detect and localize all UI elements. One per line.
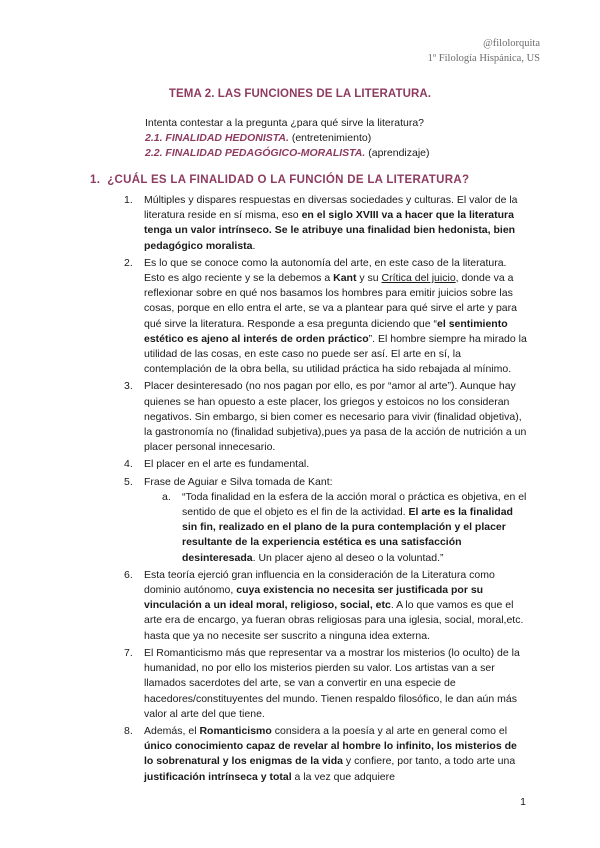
- list-item: 6. Esta teoría ejerció gran influencia en la consideración de la Literatura como dominio autónomo, cuya existencia no necesita ser justificada por su vinculación a un ideal moral, religioso, social, etc. A lo que vamos es que el arte era de encargo, ya fueran obras religiosas para una iglesia, social, moral,etc. hasta que ya no necesite ser suscrito a ninguna idea externa.: [124, 568, 524, 642]
- book-title: Crítica del juicio: [381, 272, 456, 285]
- intro-question: Intenta contestar a la pregunta ¿para qué sirve la literatura?: [145, 117, 424, 129]
- list-item: 1. Múltiples y dispares respuestas en diversas sociedades y culturas. El valor de la literatura reside en sí misma, eso en el siglo XVIII va a hacer que la literatura tenga un valor intrínseco. Se le atribuye una finalidad bien hedonista, bien pedagógico moralista.: [124, 194, 518, 252]
- list-item: 4. El placer en el arte es fundamental.: [124, 458, 310, 471]
- intro-item-pedagogico: [145, 146, 430, 161]
- hedonista-label: 2.1. FINALIDAD HEDONISTA.: [145, 132, 289, 144]
- section-title: ¿CUÁL ES LA FINALIDAD O LA FUNCIÓN DE LA LITERATURA?: [107, 174, 470, 186]
- intro-block: [145, 116, 430, 161]
- list-item: 3. Placer desinteresado (no nos pagan por ello, es por “amor al arte”). Aunque hay quienes se han opuesto a este placer, los griegos y estoicos no los consideran negativos. Sin embargo, si bien comer es necesario para vivir (finalidad objetiva), la gastronomía no (finalidad subjetiva),pues ya pasa de la acción de nutrición a un placer personal innecesario.: [124, 380, 527, 454]
- page-header: [428, 36, 540, 66]
- course-label: 1º Filología Hispánica, US: [427, 53, 540, 64]
- author-handle: @filolorquita: [483, 38, 540, 49]
- numbered-list: [124, 193, 528, 787]
- page-number: 1: [520, 796, 526, 808]
- pedagogico-note: (aprendizaje): [365, 147, 430, 159]
- sub-list: [162, 490, 528, 566]
- document-title: TEMA 2. LAS FUNCIONES DE LA LITERATURA.: [168, 88, 432, 100]
- hedonista-note: (entretenimiento): [288, 132, 372, 144]
- pedagogico-label: 2.2. FINALIDAD PEDAGÓGICO-MORALISTA.: [145, 147, 366, 159]
- list-item: 5. Frase de Aguiar e Silva tomada de Kant: a. “Toda finalidad en la esfera de la acción moral o práctica es objetiva, en el sentido de que el objeto es el fin de la actividad. El arte es la finalidad sin fin, realizado en el plano de la pura contemplación y el placer resultante de la experiencia estética es una satisfacción desinteresada. Un placer ajeno al deseo o la voluntad.”: [124, 475, 528, 566]
- list-item: 7. El Romanticismo más que representar va a mostrar los misterios (lo oculto) de la humanidad, no por ello los misterios pierden su valor. Los artistas van a ser llamados sacerdotes del arte, se van a convertir en una especie de hacedores/constituyentes del mundo. Tienen respaldo filosófico, le dan aún más valor al arte del que tiene.: [124, 646, 520, 720]
- section-number: 1.: [90, 174, 101, 186]
- section-heading: [90, 174, 469, 186]
- intro-item-hedonista: [145, 131, 430, 146]
- list-item: 2. Es lo que se conoce como la autonomía del arte, en este caso de la literatura. Esto es algo reciente y se la debemos a Kant y su Crítica del juicio, donde va a reflexionar sobre en qué nos basamos los hombres para emitir juicios sobre las cosas, porque en ello entra el arte, se va a plantear para qué sirve el arte y para qué sirve la literatura. Responde a esa pregunta diciendo que “el sentimiento estético es ajeno al interés de orden práctico”. El hombre siempre ha mirado la utilidad de las cosas, en este caso no puede ser así. El arte en sí, la contemplación de la obra bella, su utilidad práctica ha sido rebajada al mínimo.: [124, 256, 527, 376]
- sub-list-item: a. “Toda finalidad en la esfera de la acción moral o práctica es objetiva, en el sentido de que el objeto es el fin de la actividad. El arte es la finalidad sin fin, realizado en el plano de la pura contemplación y el placer resultante de la experiencia estética es una satisfacción desinteresada. Un placer ajeno al deseo o la voluntad.”: [162, 490, 527, 564]
- list-item: 8. Además, el Romanticismo considera a la poesía y al arte en general como el único conocimiento capaz de revelar al hombre lo infinito, los misterios de lo sobrenatural y los enigmas de la vida y confiere, por tanto, a todo arte una justificación intrínseca y total a la vez que adquiere: [124, 724, 517, 783]
